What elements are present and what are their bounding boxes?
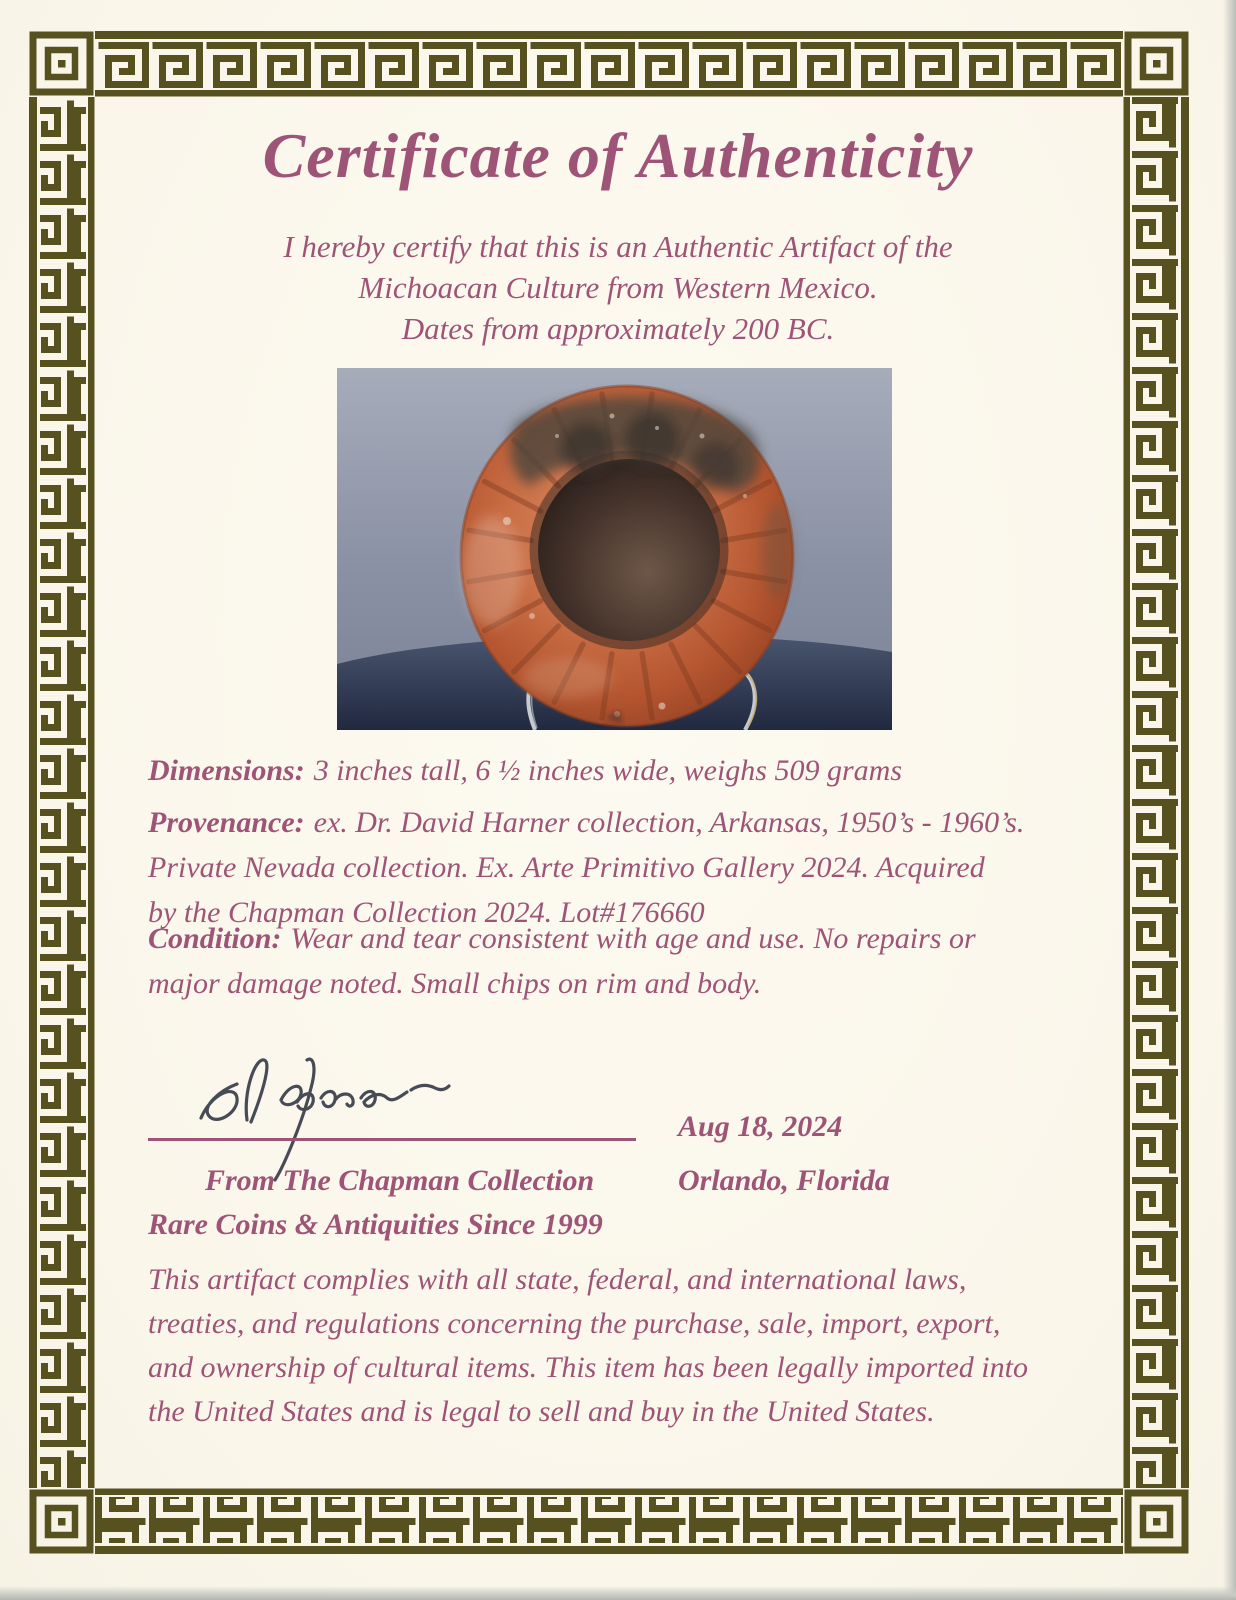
provenance-line-3: by the Chapman Collection 2024. Lot#176660 <box>148 896 705 929</box>
border-corner-top-right <box>1123 30 1190 97</box>
intro-line-3: Dates from approximately 200 BC. <box>401 311 835 346</box>
artifact-photo <box>337 368 892 730</box>
condition-label: Condition: <box>148 922 282 955</box>
border-corner-bottom-right <box>1123 1488 1190 1555</box>
legal-line-3: and ownership of cultural items. This item has been legally imported into <box>148 1351 1028 1384</box>
attribution-line: From The Chapman Collection <box>205 1164 595 1197</box>
legal-paragraph <box>148 1258 1128 1434</box>
dimensions-value: 3 inches tall, 6 ½ inches wide, weighs 509 grams <box>313 754 902 787</box>
provenance-line-1: ex. Dr. David Harner collection, Arkansas, 1950’s - 1960’s. <box>313 806 1025 839</box>
condition-row <box>148 916 1128 1006</box>
signature-line <box>148 1138 636 1141</box>
border-corner-top-left <box>28 30 95 97</box>
scan-edge-bottom <box>0 1586 1236 1600</box>
attribution-location: Orlando, Florida <box>678 1164 890 1197</box>
border-bottom-band <box>95 1488 1123 1555</box>
condition-line-1: Wear and tear consistent with age and use. No repairs or <box>290 922 976 955</box>
intro-line-2: Michoacan Culture from Western Mexico. <box>358 270 878 305</box>
provenance-line-2: Private Nevada collection. Ex. Arte Primitivo Gallery 2024. Acquired <box>148 851 985 884</box>
dimensions-label: Dimensions: <box>148 754 305 787</box>
condition-line-2: major damage noted. Small chips on rim and body. <box>148 967 762 1000</box>
legal-line-4: the United States and is legal to sell and buy in the United States. <box>148 1395 935 1428</box>
border-corner-bottom-left <box>28 1488 95 1555</box>
legal-line-1: This artifact complies with all state, federal, and international laws, <box>148 1263 967 1296</box>
legal-line-2: treaties, and regulations concerning the purchase, sale, import, export, <box>148 1307 1001 1340</box>
provenance-label: Provenance: <box>148 806 305 839</box>
vessel-illustration <box>461 386 793 726</box>
signature-date: Aug 18, 2024 <box>678 1110 843 1143</box>
certificate-title: Certificate of Authenticity <box>262 120 974 191</box>
dimensions-row <box>148 748 1128 793</box>
company-tagline: Rare Coins & Antiquities Since 1999 <box>148 1208 603 1241</box>
intro-line-1: I hereby certify that this is an Authentic Artifact of the <box>283 229 953 264</box>
intro-text <box>0 226 1236 349</box>
scan-edge-right <box>1223 0 1236 1600</box>
border-top-band <box>95 30 1123 97</box>
provenance-row <box>148 800 1128 935</box>
